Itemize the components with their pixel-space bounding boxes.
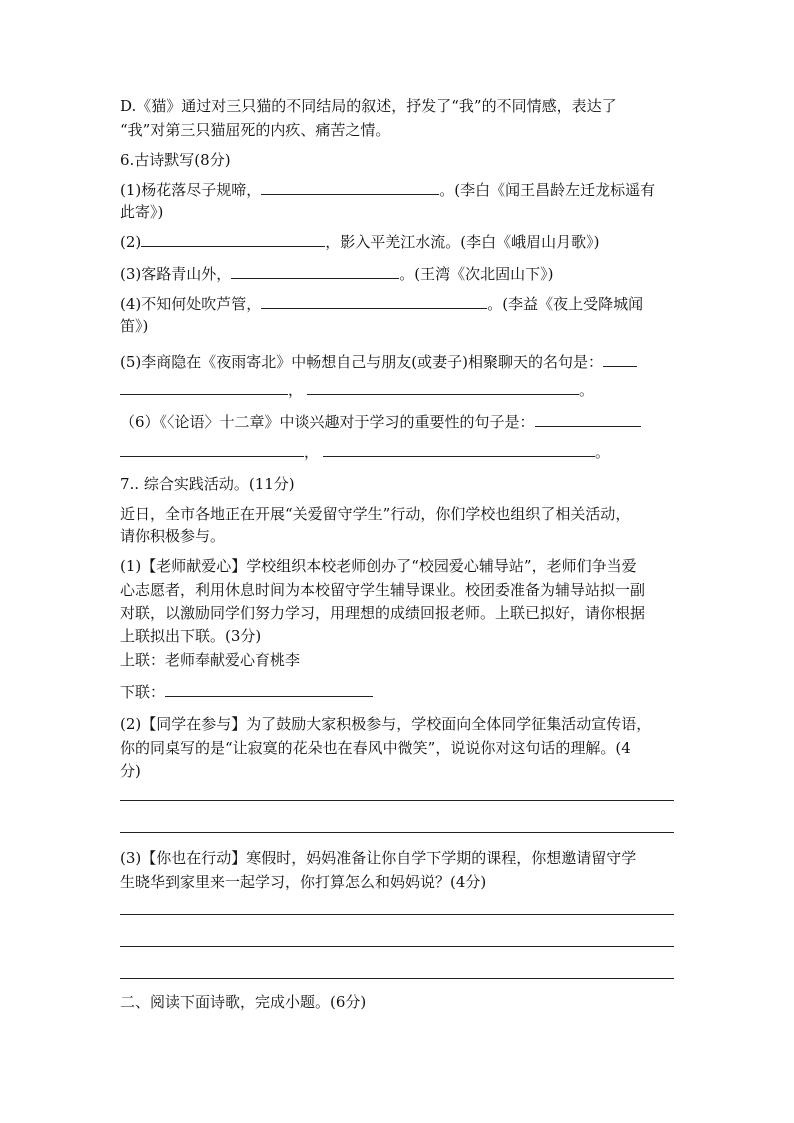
- answer-blank[interactable]: [603, 350, 637, 367]
- answer-blank[interactable]: [535, 410, 641, 427]
- answer-line[interactable]: [120, 914, 674, 915]
- q6-item-5: (5)李商隐在《夜雨寄北》中畅想自己与朋友(或妻子)相聚聊天的名句是：: [120, 350, 680, 374]
- answer-blank[interactable]: [261, 292, 487, 309]
- answer-line[interactable]: [120, 832, 674, 833]
- q6-item-6: （6）《〈论语〉十二章》中谈兴趣对于学习的重要性的句子是：: [120, 410, 680, 434]
- q6-item-6-cont: ， 。: [120, 440, 680, 464]
- lower-couplet: 下联：: [120, 680, 680, 704]
- q7-sub2-line-3: 分): [120, 762, 141, 780]
- answer-blank[interactable]: [307, 378, 579, 395]
- q7-sub1-line-1: (1)【老师献爱心】学校组织本校老师创办了“校园爱心辅导站”，老师们争当爱: [120, 557, 637, 575]
- option-d-line-2: “我”对第三只猫屈死的内疚、痛苦之情。: [120, 121, 391, 139]
- q7-sub1-line-4: 上联拟出下联。(3分): [120, 627, 262, 645]
- answer-blank[interactable]: [120, 378, 288, 395]
- answer-line[interactable]: [120, 800, 674, 801]
- q6-item-1-cont: 此寄》): [120, 203, 164, 221]
- answer-blank[interactable]: [323, 440, 595, 457]
- upper-couplet: 上联：老师奉献爱心育桃李: [120, 651, 301, 669]
- answer-line[interactable]: [120, 978, 674, 979]
- q6-item-5-cont: ， 。: [120, 378, 680, 402]
- answer-blank[interactable]: [141, 230, 325, 247]
- q7-sub1-line-3: 对联，以激励同学们努力学习，用理想的成绩回报老师。上联已拟好，请你根据: [120, 604, 646, 622]
- q7-sub3-line-2: 生晓华到家里来一起学习，你打算怎么和妈妈说？(4分): [120, 873, 487, 891]
- q7-sub2-line-2: 你的同桌写的是“让寂寞的花朵也在春风中微笑”，说说你对这句话的理解。(4: [120, 739, 631, 757]
- q6-item-3: (3)客路青山外， 。(王湾《次北固山下》): [120, 262, 680, 286]
- answer-blank[interactable]: [231, 262, 399, 279]
- q6-heading: 6.古诗默写(8分): [120, 151, 231, 169]
- q6-item-2: (2) ，影入平羌江水流。(李白《峨眉山月歌》): [120, 230, 680, 254]
- q6-item-4-cont: 笛》): [120, 317, 149, 335]
- q7-intro-1: 近日，全市各地正在开展“关爱留守学生”行动，你们学校也组织了相关活动，: [120, 505, 631, 523]
- q6-item-4: (4)不知何处吹芦管， 。(李益《夜上受降城闻: [120, 292, 680, 316]
- answer-line[interactable]: [120, 946, 674, 947]
- answer-blank[interactable]: [120, 440, 304, 457]
- answer-blank[interactable]: [165, 680, 373, 697]
- q6-item-1: (1)杨花落尽子规啼， 。(李白《闻王昌龄左迁龙标遥有: [120, 178, 680, 202]
- answer-blank[interactable]: [261, 178, 439, 195]
- option-d-line-1: D.《猫》通过对三只猫的不同结局的叙述，抒发了“我”的不同情感，表达了: [120, 97, 617, 115]
- q7-sub3-line-1: (3)【你也在行动】寒假时，妈妈准备让你自学下学期的课程，你想邀请留守学: [120, 849, 637, 867]
- q7-intro-2: 请你积极参与。: [120, 527, 226, 545]
- part2-heading: 二、阅读下面诗歌，完成小题。(6分): [120, 993, 367, 1011]
- q7-sub2-line-1: (2)【同学在参与】为了鼓励大家积极参与，学校面向全体同学征集活动宣传语，: [120, 715, 652, 733]
- q7-sub1-line-2: 心志愿者，利用休息时间为本校留守学生辅导课业。校团委准备为辅导站拟一副: [120, 581, 646, 599]
- q7-heading: 7.. 综合实践活动。(11分): [120, 475, 295, 493]
